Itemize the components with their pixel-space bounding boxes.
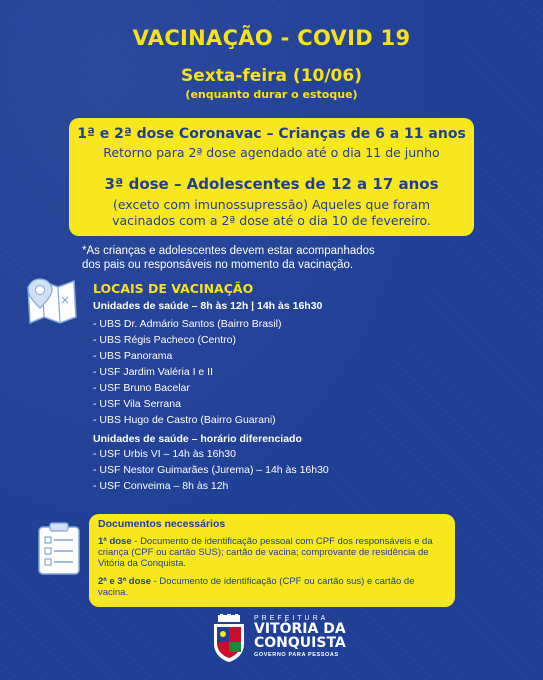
highlight-box <box>69 118 474 236</box>
first-dose-label: 1ª dose <box>98 536 132 547</box>
group2-list <box>93 446 329 494</box>
date-subtitle: Sexta-feira (10/06) <box>181 66 362 86</box>
list-item: - USF Urbis VI – 14h às 16h30 <box>93 448 236 460</box>
third-dose-text-b: vacinados com a 2ª dose até o dia 10 de fevereiro. <box>112 213 431 228</box>
guardian-notice <box>82 244 482 272</box>
locais-title: LOCAIS DE VACINAÇÃO <box>93 281 254 296</box>
coronavac-return-text: Retorno para 2ª dose agendado até o dia 11 de junho <box>103 145 440 160</box>
city-crest-icon <box>210 614 248 664</box>
list-item: - USF Conveima – 8h às 12h <box>93 480 229 492</box>
list-item: - UBS Panorama <box>93 350 173 362</box>
list-item: - UBS Hugo de Castro (Bairro Guarani) <box>93 414 276 426</box>
logo-text <box>254 615 346 658</box>
third-dose-text-a: (exceto com imunossupressão) Aqueles que foram <box>112 197 431 212</box>
list-item: - UBS Régis Pacheco (Centro) <box>93 334 236 346</box>
logo-tagline: GOVERNO PARA PESSOAS <box>254 652 339 658</box>
list-item: - USF Vila Serrana <box>93 398 181 410</box>
logo-city-a: VITÓRIA DA <box>254 621 346 637</box>
prefeitura-logo <box>210 614 350 664</box>
group2-title: Unidades de saúde – horário diferenciado <box>93 433 302 445</box>
coronavac-heading: 1ª e 2ª dose Coronavac – Crianças de 6 a 11 anos <box>77 126 466 142</box>
second-third-dose-docs <box>98 576 446 598</box>
documents-title: Documentos necessários <box>98 518 226 530</box>
clipboard-icon <box>36 522 82 576</box>
page-title: VACINAÇÃO - COVID 19 <box>132 26 411 50</box>
third-dose-heading: 3ª dose – Adolescentes de 12 a 17 anos <box>104 175 439 193</box>
second-third-dose-text: - Documento de identificação (CPF ou cartão sus) e cartão de vacina. <box>98 576 415 598</box>
group1-title: Unidades de saúde – 8h às 12h | 14h às 16h30 <box>93 300 323 312</box>
list-item: - USF Bruno Bacelar <box>93 382 190 394</box>
second-third-dose-label: 2ª e 3ª dose <box>98 576 151 587</box>
map-pin-icon <box>24 277 80 325</box>
logo-prefeitura: PREFEITURA <box>254 615 329 622</box>
list-item: - USF Jardim Valéria I e II <box>93 366 214 378</box>
notice-line-a: *As crianças e adolescentes devem estar acompanhados <box>82 245 375 257</box>
list-item: - UBS Dr. Admário Santos (Bairro Brasil) <box>93 318 282 330</box>
notice-line-b: dos pais ou responsáveis no momento da vacinação. <box>82 259 354 271</box>
first-dose-text: - Documento de identificação pessoal com CPF dos responsáveis e da criança (CPF ou cartão SUS); cartão de vacina; comprovante de residência de Vitória da Conquista. <box>98 536 433 569</box>
third-dose-text <box>69 197 474 229</box>
stock-note: (enquanto durar o estoque) <box>185 88 358 101</box>
logo-city-b: CONQUISTA <box>254 635 346 651</box>
list-item: - USF Nestor Guimarães (Jurema) – 14h às 16h30 <box>93 464 329 476</box>
documents-box <box>89 514 455 607</box>
group1-list <box>93 316 281 428</box>
first-dose-docs <box>98 536 446 569</box>
